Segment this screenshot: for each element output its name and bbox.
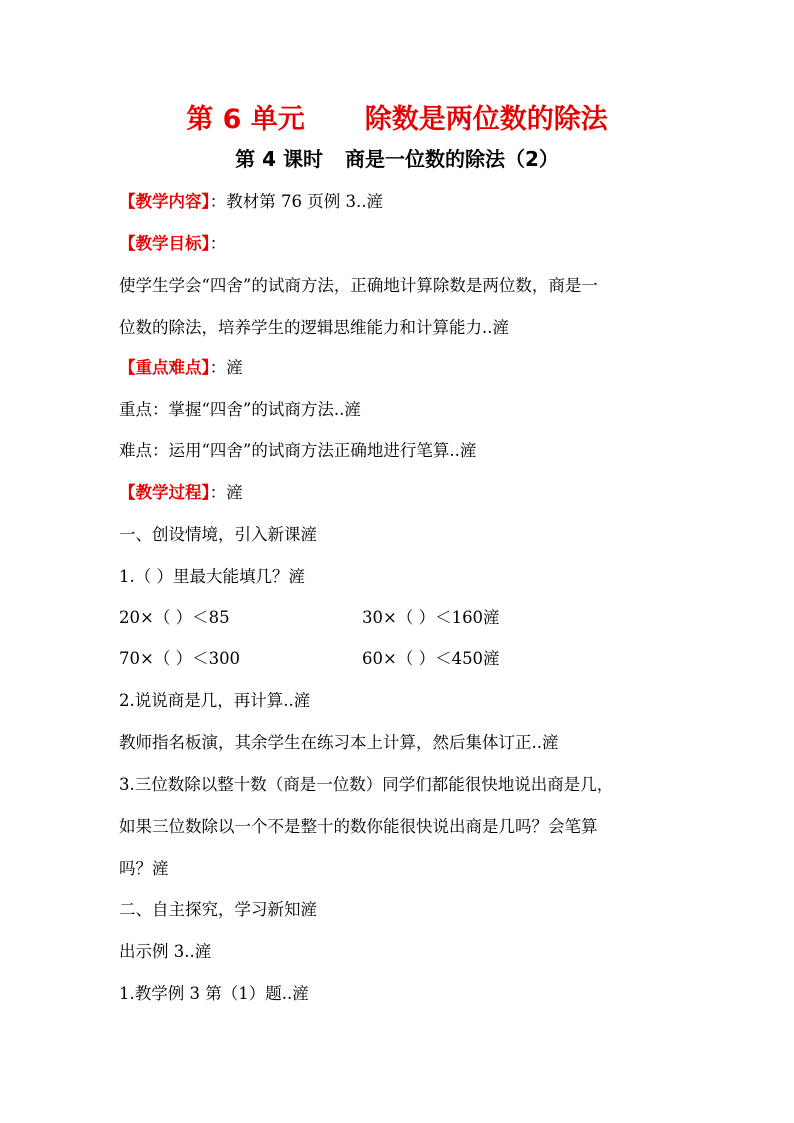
section-1-heading: 一、创设情境，引入新课滻 bbox=[119, 525, 317, 544]
teaching-process-label: 【教学过程】 bbox=[119, 483, 210, 502]
teaching-goal-body-2: 位数的除法，培养学生的逻辑思维能力和计算能力..滻 bbox=[119, 318, 509, 337]
section-2-heading: 二、自主探究，学习新知滻 bbox=[119, 900, 317, 919]
teach-example-3-part-1: 1.教学例 3 第（1）题..滻 bbox=[119, 984, 309, 1003]
question-3-line-2: 如果三位数除以一个不是整十的数你能很快说出商是几吗？会笔算 bbox=[119, 817, 598, 836]
teaching-goal-colon: ： bbox=[209, 234, 227, 253]
unit-number: 第 6 单元 bbox=[186, 104, 305, 135]
key-points-line bbox=[119, 356, 689, 380]
key-difficulty-line: 难点：运用“四舍”的试商方法正确地进行笔算..滻 bbox=[119, 441, 477, 460]
question-1-item-b: 30×（ ）＜160滻 bbox=[362, 608, 500, 627]
teaching-content-label: 【教学内容】 bbox=[119, 192, 210, 211]
question-1-item-c: 70×（ ）＜300 bbox=[119, 649, 241, 668]
question-3-line-1: 3.三位数除以整十数（商是一位数）同学们都能很快地说出商是几， bbox=[119, 775, 614, 794]
lesson-title bbox=[0, 144, 794, 174]
question-1: 1.（ ）里最大能填几？滻 bbox=[119, 567, 305, 586]
teaching-goal-body-1: 使学生学会“四舍”的试商方法，正确地计算除数是两位数，商是一 bbox=[119, 276, 598, 295]
question-1-item-d: 60×（ ）＜450滻 bbox=[362, 649, 500, 668]
teaching-goal-line bbox=[119, 232, 689, 256]
lesson-number: 第 4 课时 bbox=[235, 147, 323, 171]
question-2: 2.说说商是几，再计算..滻 bbox=[119, 691, 311, 710]
key-focus-line: 重点：掌握“四舍”的试商方法..滻 bbox=[119, 400, 361, 419]
unit-title bbox=[0, 100, 794, 140]
lesson-name: 商是一位数的除法（2） bbox=[344, 147, 559, 171]
key-points-colon: ：滻 bbox=[209, 358, 243, 377]
teaching-process-colon: ：滻 bbox=[209, 483, 243, 502]
question-1-item-a: 20×（ ）＜85 bbox=[119, 608, 230, 627]
teaching-goal-label: 【教学目标】 bbox=[119, 234, 210, 253]
example-3-line: 出示例 3..滻 bbox=[119, 942, 212, 961]
unit-topic: 除数是两位数的除法 bbox=[364, 104, 608, 135]
question-3-line-3: 吗？滻 bbox=[119, 859, 169, 878]
question-2-note: 教师指名板演，其余学生在练习本上计算，然后集体订正..滻 bbox=[119, 733, 559, 752]
teaching-content-line bbox=[119, 190, 689, 214]
teaching-content-text: ：教材第 76 页例 3..滻 bbox=[209, 192, 383, 211]
teaching-process-line bbox=[119, 481, 689, 505]
key-points-label: 【重点难点】 bbox=[119, 358, 210, 377]
